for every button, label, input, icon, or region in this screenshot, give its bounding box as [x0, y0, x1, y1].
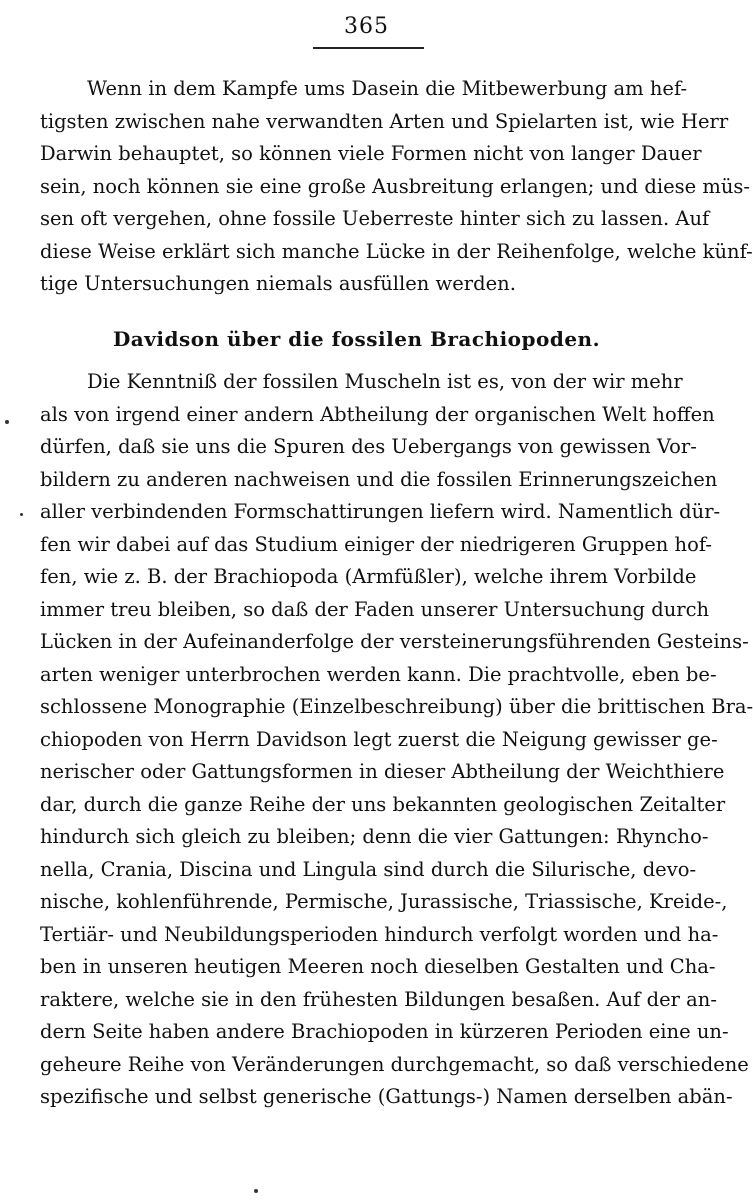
text-line: dern Seite haben andere Brachiopoden in kürzeren Perioden eine un-	[40, 1020, 729, 1043]
text-line: Die Kenntniß der fossilen Muscheln ist es, von der wir mehr	[87, 370, 683, 393]
text-line: arten weniger unterbrochen werden kann. Die prachtvolle, eben be-	[40, 662, 717, 686]
text-line: sein, noch können sie eine große Ausbreitung erlangen; und diese müs-	[40, 174, 750, 198]
text-line: Wenn in dem Kampfe ums Dasein die Mitbewerbung am hef-	[87, 77, 688, 100]
text-line: tige Untersuchungen niemals ausfüllen werden.	[40, 272, 516, 295]
text-line: schlossene Monographie (Einzelbeschreibung) über die brittischen Bra-	[40, 695, 753, 718]
text-line: aller verbindenden Formschattirungen liefern wird. Namentlich dür-	[40, 500, 721, 523]
text-line: tigsten zwischen nahe verwandten Arten und Spielarten ist, wie Herr	[40, 109, 729, 133]
page-number-rule	[313, 47, 424, 49]
section-heading: Davidson über die fossilen Brachiopoden.	[112, 327, 601, 351]
ink-speck	[20, 513, 23, 516]
text-line: nische, kohlenführende, Permische, Jurassische, Triassische, Kreide-,	[40, 890, 728, 913]
text-line: hindurch sich gleich zu bleiben; denn die vier Gattungen: Rhyncho-	[40, 825, 709, 848]
paragraph-1	[40, 73, 753, 301]
text-line: raktere, welche sie in den frühesten Bildungen besaßen. Auf der an-	[40, 987, 717, 1011]
text-line: nella, Crania, Discina und Lingula sind durch die Silurische, devo-	[40, 857, 697, 881]
text-line: sen oft vergehen, ohne fossile Ueberreste hinter sich zu lassen. Auf	[40, 207, 710, 230]
text-line: Lücken in der Aufeinanderfolge der versteinerungsführenden Gesteins-	[40, 630, 749, 653]
text-line: diese Weise erklärt sich manche Lücke in der Reihenfolge, welche künf-	[40, 239, 753, 263]
text-line: Darwin behauptet, so können viele Formen nicht von langer Dauer	[40, 142, 702, 165]
text-line: dürfen, daß sie uns die Spuren des Uebergangs von gewissen Vor-	[40, 435, 697, 458]
text-line: Tertiär- und Neubildungsperioden hindurch verfolgt worden und ha-	[40, 922, 719, 946]
text-line: spezifische und selbst generische (Gattungs-) Namen derselben abän-	[40, 1085, 733, 1108]
text-line: als von irgend einer andern Abtheilung der organischen Welt hoffen	[40, 402, 715, 426]
text-line: immer treu bleiben, so daß der Faden unserer Untersuchung durch	[40, 597, 710, 621]
ink-speck	[5, 420, 9, 424]
text-line: fen, wie z. B. der Brachiopoda (Armfüßler), welche ihrem Vorbilde	[40, 565, 697, 588]
text-line: nerischer oder Gattungsformen in dieser Abtheilung der Weichthiere	[40, 760, 725, 783]
text-line: ben in unseren heutigen Meeren noch dieselben Gestalten und Cha-	[40, 955, 716, 978]
ink-speck	[254, 1189, 258, 1193]
paragraph-2	[40, 366, 753, 1114]
text-line: fen wir dabei auf das Studium einiger der niedrigeren Gruppen hof-	[40, 532, 712, 556]
text-line: geheure Reihe von Veränderungen durchgemacht, so daß verschiedene	[40, 1052, 749, 1076]
page-number: 365	[344, 14, 389, 39]
text-line: chiopoden von Herrn Davidson legt zuerst die Neigung gewisser ge-	[40, 727, 718, 751]
text-line: dar, durch die ganze Reihe der uns bekannten geologischen Zeitalter	[40, 792, 726, 816]
text-line: bildern zu anderen nachweisen und die fossilen Erinnerungszeichen	[40, 467, 718, 491]
